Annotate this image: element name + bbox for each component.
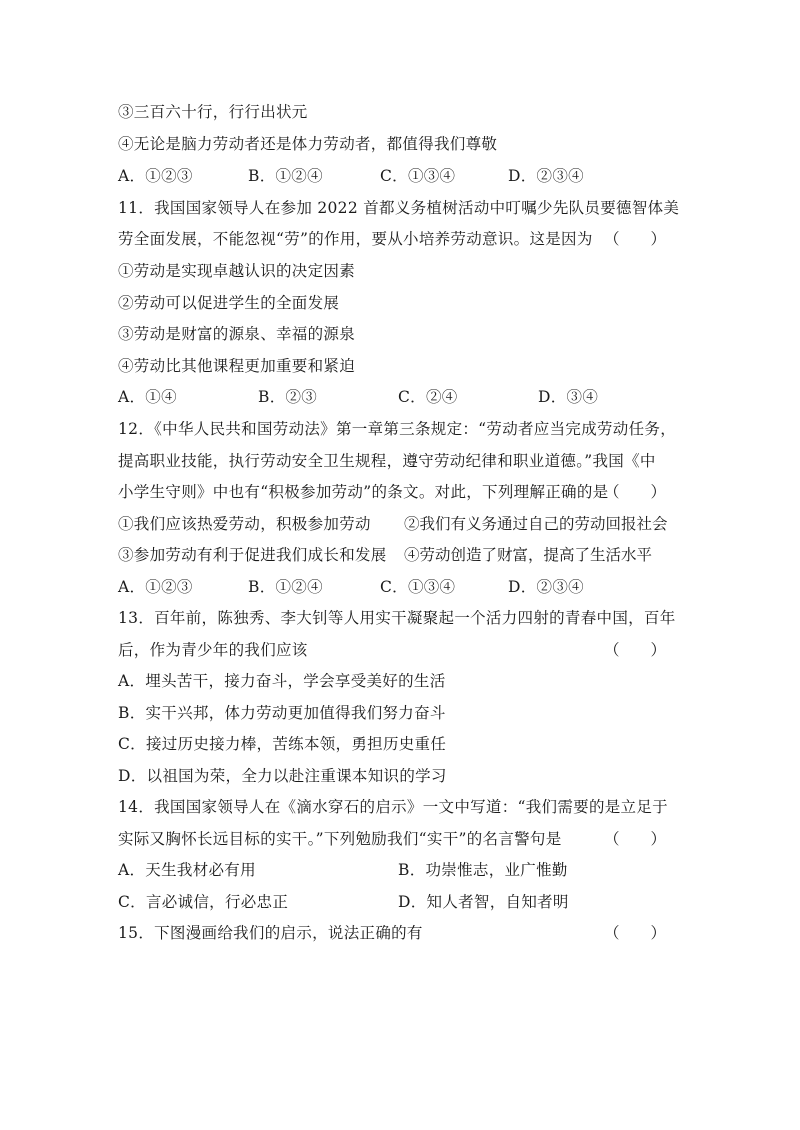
q11-stem-line2: 劳全面发展，不能忽视“劳”的作用，要从小培养劳动意识。这是因为 [118, 230, 593, 248]
option-d[interactable]: D．②③④ [508, 167, 584, 185]
q12-item-2: ②我们有义务通过自己的劳动回报社会 [404, 515, 668, 533]
option-c[interactable]: C．①③④ [380, 578, 456, 596]
q11-item-2: ②劳动可以促进学生的全面发展 [118, 294, 340, 312]
q14-answer-blank: （ ） [604, 830, 667, 848]
q15-stem-line1: 15．下图漫画给我们的启示，说法正确的有 [118, 924, 423, 942]
option-a[interactable]: A．①④ [118, 388, 177, 406]
option-d[interactable]: D．②③④ [508, 578, 584, 596]
option-b[interactable]: B．①②④ [248, 167, 323, 185]
q13-option-d[interactable]: D．以祖国为荣，全力以赴注重课本知识的学习 [118, 767, 447, 785]
q12-answer-blank: （ ） [604, 483, 667, 501]
q13-stem-line1: 13．百年前，陈独秀、李大钊等人用实干凝聚起一个活力四射的青春中国，百年 [118, 609, 676, 627]
q11-item-4: ④劳动比其他课程更加重要和紧迫 [118, 357, 356, 375]
q12-item-3: ③参加劳动有利于促进我们成长和发展 [118, 546, 387, 564]
q15-answer-blank: （ ） [604, 924, 667, 942]
q12-stem-line2: 提高职业技能，执行劳动安全卫生规程，遵守劳动纪律和职业道德。”我国《中 [118, 452, 656, 470]
q12-item-1: ①我们应该热爱劳动，积极参加劳动 [118, 515, 371, 533]
q13-stem-line2: 后，作为青少年的我们应该 [118, 641, 308, 659]
prev-item-3: ③三百六十行，行行出状元 [118, 103, 308, 121]
q13-option-b[interactable]: B．实干兴邦，体力劳动更加值得我们努力奋斗 [118, 704, 446, 722]
option-b[interactable]: B．①②④ [248, 578, 323, 596]
q11-item-1: ①劳动是实现卓越认识的决定因素 [118, 262, 356, 280]
q13-answer-blank: （ ） [604, 641, 667, 659]
option-a[interactable]: A．①②③ [118, 578, 193, 596]
q14-stem-line1: 14．我国国家领导人在《滴水穿石的启示》一文中写道：“我们需要的是立足于 [118, 798, 668, 816]
option-d[interactable]: D．知人者智，自知者明 [398, 893, 569, 911]
q11-item-3: ③劳动是财富的源泉、幸福的源泉 [118, 325, 356, 343]
option-d[interactable]: D．③④ [538, 388, 599, 406]
option-c[interactable]: C．②④ [398, 388, 458, 406]
q13-option-c[interactable]: C．接过历史接力棒，苦练本领，勇担历史重任 [118, 735, 447, 753]
option-c[interactable]: C．①③④ [380, 167, 456, 185]
option-a[interactable]: A．天生我材必有用 [118, 861, 256, 879]
q12-stem-line3: 小学生守则》中也有“积极参加劳动”的条文。对此，下列理解正确的是 [118, 483, 609, 501]
option-c[interactable]: C．言必诚信，行必忠正 [118, 893, 289, 911]
q11-answer-blank: （ ） [604, 230, 667, 248]
option-b[interactable]: B．②③ [258, 388, 318, 406]
prev-item-4: ④无论是脑力劳动者还是体力劳动者，都值得我们尊敬 [118, 135, 498, 153]
q13-option-a[interactable]: A．埋头苦干，接力奋斗，学会享受美好的生活 [118, 672, 446, 690]
option-b[interactable]: B．功崇惟志，业广惟勤 [398, 861, 568, 879]
q14-stem-line2: 实际又胸怀长远目标的实干。”下列勉励我们“实干”的名言警句是 [118, 830, 562, 848]
q12-stem-line1: 12．《中华人民共和国劳动法》第一章第三条规定：“劳动者应当完成劳动任务， [118, 420, 676, 438]
q11-stem-line1: 11．我国国家领导人在参加 2022 首都义务植树活动中叮嘱少先队员要德智体美 [118, 199, 680, 217]
option-a[interactable]: A．①②③ [118, 167, 193, 185]
q12-item-4: ④劳动创造了财富，提高了生活水平 [404, 546, 653, 564]
